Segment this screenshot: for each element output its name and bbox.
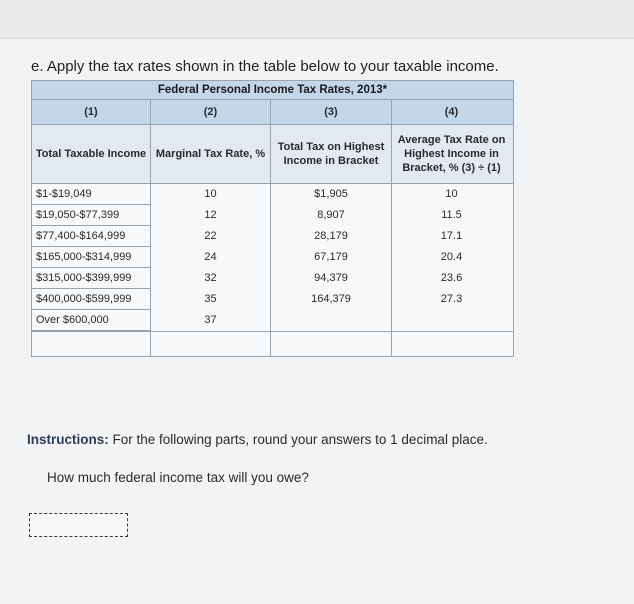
total-tax-cell: $1,905	[271, 184, 392, 205]
table-row	[32, 226, 513, 247]
table-row	[32, 310, 513, 331]
header-row	[32, 124, 513, 184]
top-bar	[0, 0, 634, 39]
question-text: e. Apply the tax rates shown in the table below to your taxable income.	[31, 58, 499, 75]
prompt-question: How much federal income tax will you owe?	[47, 470, 309, 485]
bracket-cell: $315,000-$399,999	[32, 268, 151, 289]
table-row	[32, 205, 513, 226]
bracket-cell: $19,050-$77,399	[32, 205, 151, 226]
empty-row	[32, 331, 513, 356]
total-tax-cell: 8,907	[271, 205, 392, 226]
col-number: (2)	[151, 100, 271, 124]
avg-rate-cell	[392, 310, 511, 331]
col-number: (3)	[271, 100, 392, 124]
table-row	[32, 247, 513, 268]
total-tax-cell	[271, 310, 392, 331]
table-body	[32, 184, 513, 331]
header-total-tax: Total Tax on Highest Income in Bracket	[271, 125, 392, 183]
answer-input[interactable]	[29, 513, 128, 537]
bracket-cell: $400,000-$599,999	[32, 289, 151, 310]
table-row	[32, 289, 513, 310]
total-tax-cell: 67,179	[271, 247, 392, 268]
avg-rate-cell: 23.6	[440, 272, 463, 284]
tax-rate-table	[31, 80, 514, 357]
rate-cell: 12	[151, 205, 271, 226]
column-number-row	[32, 99, 513, 124]
rate-cell: 35	[151, 289, 271, 310]
instructions-text: For the following parts, round your answers to 1 decimal place.	[112, 432, 488, 447]
avg-rate-cell: 20.4	[440, 251, 463, 263]
bracket-cell: Over $600,000	[32, 310, 151, 331]
rate-cell: 22	[151, 226, 271, 247]
total-tax-cell: 28,179	[271, 226, 392, 247]
instructions-label: Instructions:	[27, 432, 109, 447]
header-taxable-income: Total Taxable Income	[32, 125, 151, 183]
table-row	[32, 268, 513, 289]
table-row	[32, 184, 513, 205]
rate-cell: 10	[151, 184, 271, 205]
rate-cell: 24	[151, 247, 271, 268]
table-title: Federal Personal Income Tax Rates, 2013*	[32, 81, 513, 99]
rate-cell: 32	[151, 268, 271, 289]
col-number: (1)	[32, 100, 151, 124]
total-tax-cell: 164,379	[271, 289, 392, 310]
bracket-cell: $165,000-$314,999	[32, 247, 151, 268]
avg-rate-cell: 11.5	[441, 209, 462, 221]
rate-cell: 37	[151, 310, 271, 331]
header-average-rate: Average Tax Rate on Highest Income in Bracket, % (3) ÷ (1)	[397, 134, 506, 174]
bracket-cell: $1-$19,049	[32, 184, 151, 205]
avg-rate-cell: 27.3	[440, 293, 463, 305]
col-number: (4)	[444, 106, 459, 118]
avg-rate-cell: 10	[445, 188, 458, 200]
bracket-cell: $77,400-$164,999	[32, 226, 151, 247]
avg-rate-cell: 17.1	[440, 230, 463, 242]
total-tax-cell: 94,379	[271, 268, 392, 289]
instructions	[27, 432, 488, 447]
header-marginal-rate: Marginal Tax Rate, %	[151, 125, 271, 183]
